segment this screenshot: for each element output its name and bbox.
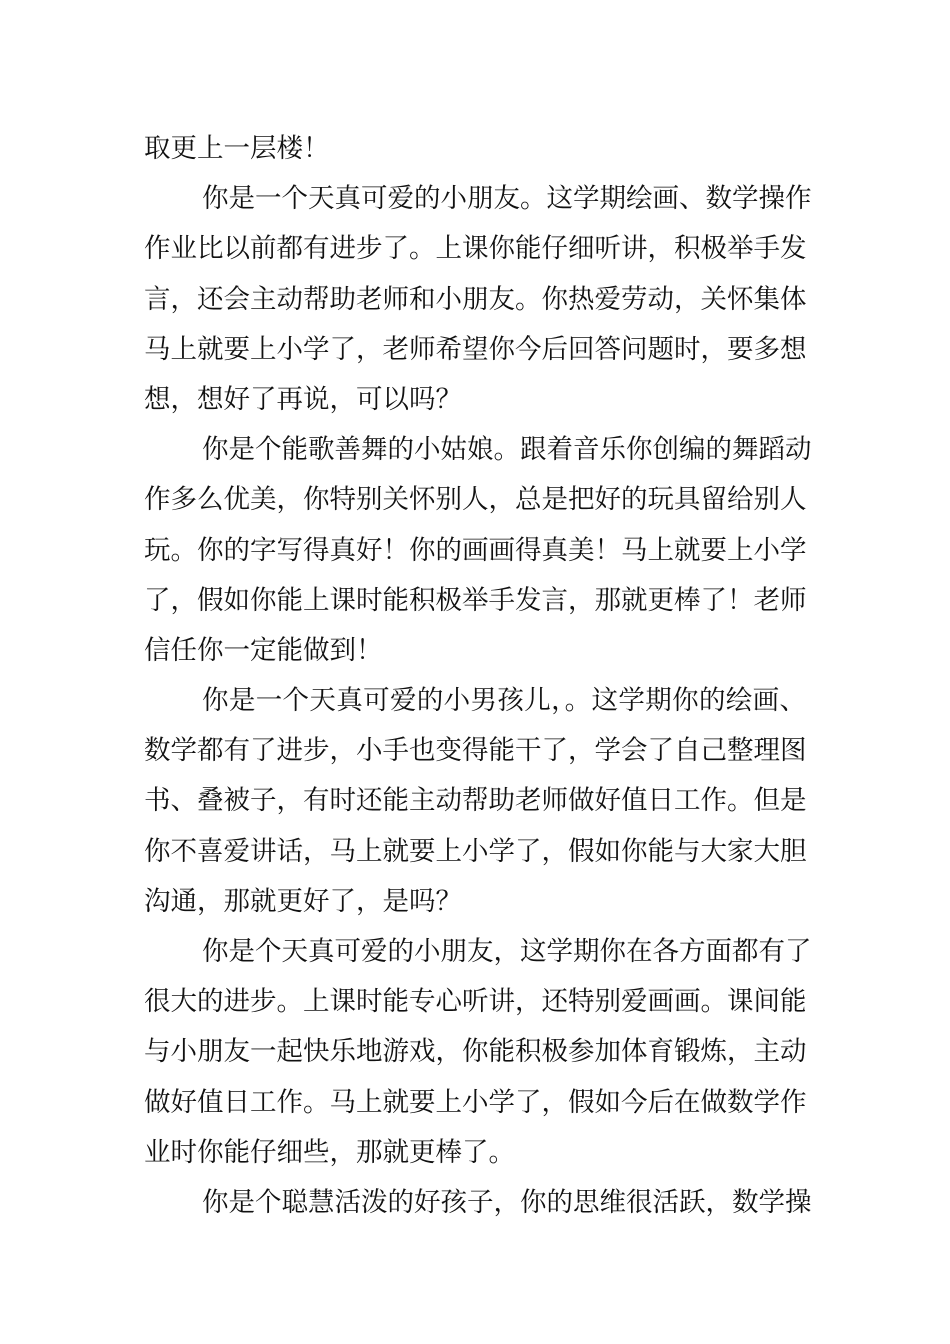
text-line: 你是个聪慧活泼的好孩子，你的思维很活跃，数学操 [202,1186,812,1218]
text-line: 了，假如你能上课时能积极举手发言，那就更棒了！老师 [144,584,807,616]
text-line: 数学都有了进步，小手也变得能干了，学会了自己整理图 [144,735,807,767]
text-line: 做好值日工作。马上就要上小学了，假如今后在做数学作 [144,1086,807,1118]
text-line: 取更上一层楼！ [144,133,330,164]
text-line: 你是个天真可爱的小朋友，这学期你在各方面都有了 [202,936,812,967]
text-line: 想，想好了再说，可以吗？ [144,383,462,415]
text-line: 很大的进步。上课时能专心听讲，还特别爱画画。课间能 [144,986,807,1018]
text-line: 作业比以前都有进步了。上课你能仔细听讲，积极举手发 [144,233,807,265]
text-line: 沟通，那就更好了，是吗？ [144,885,462,917]
text-line: 你是一个天真可爱的小朋友。这学期绘画、数学操作 [202,183,812,215]
text-line: 你是一个天真可爱的小男孩儿，。这学期你的绘画、 [202,685,806,717]
text-line: 业时你能仔细些，那就更棒了。 [144,1136,515,1168]
text-line: 书、叠被子，有时还能主动帮助老师做好值日工作。但是 [144,785,807,817]
text-line: 与小朋友一起快乐地游戏，你能积极参加体育锻炼，主动 [144,1036,807,1068]
text-line: 马上就要上小学了，老师希望你今后回答问题时，要多想 [144,333,807,365]
text-line: 言，还会主动帮助老师和小朋友。你热爱劳动，关怀集体 [144,283,807,315]
text-line: 信任你一定能做到！ [144,634,383,666]
document-body [144,124,812,1228]
text-line: 你是个能歌善舞的小姑娘。跟着音乐你创编的舞蹈动 [202,434,812,466]
text-line: 你不喜爱讲话，马上就要上小学了，假如你能与大家大胆 [144,835,807,867]
text-line: 作多么优美，你特别关怀别人，总是把好的玩具留给别人 [144,484,807,516]
text-line: 玩。你的字写得真好！你的画画得真美！马上就要上小学 [144,534,807,566]
